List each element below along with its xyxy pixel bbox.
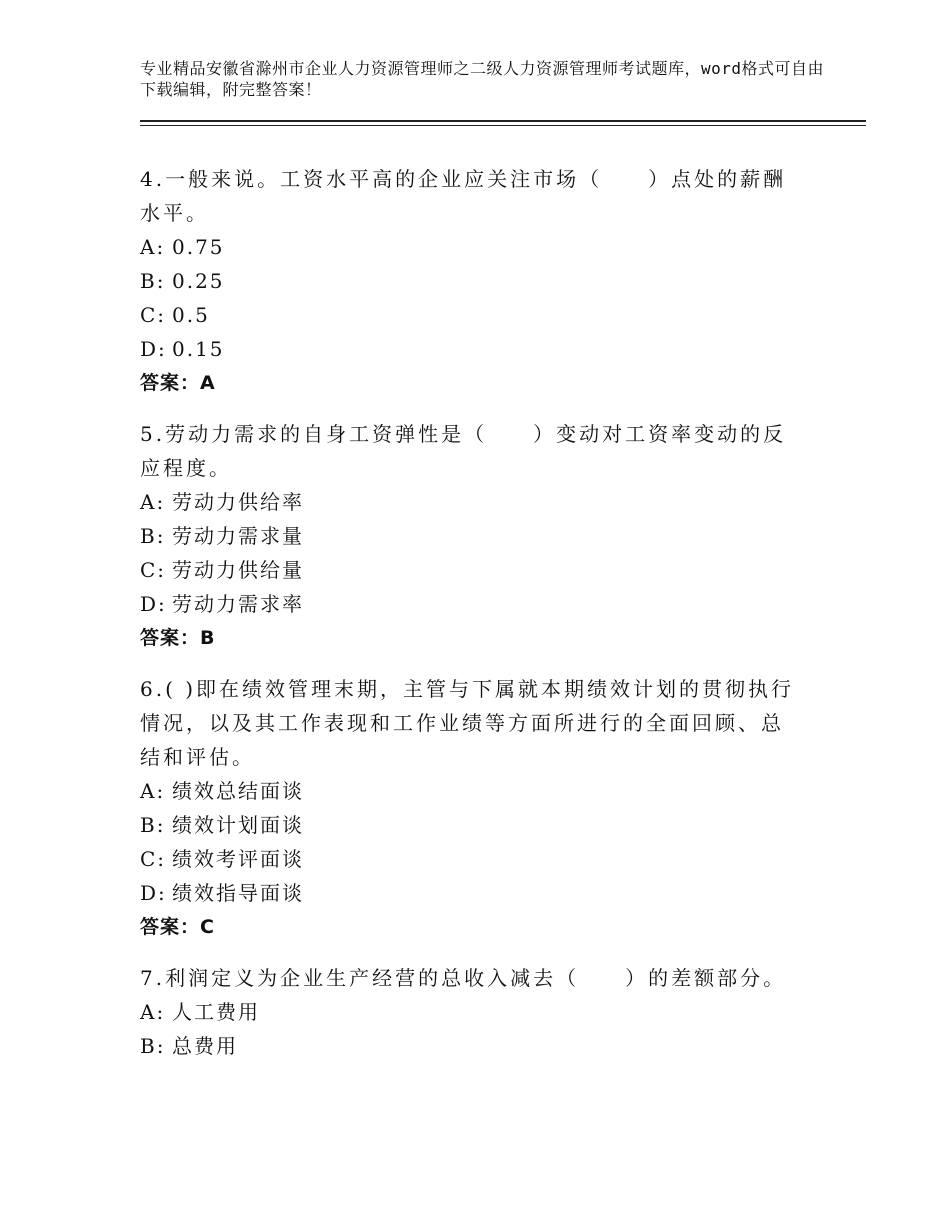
option-b — [140, 519, 820, 553]
option-text: 绩效计划面谈 — [172, 813, 304, 837]
question-4 — [140, 162, 820, 400]
answer-line: 答案：C — [140, 916, 215, 938]
option-text: 人工费用 — [172, 1000, 260, 1024]
option-key: A: — [140, 235, 166, 259]
option-text: 0.25 — [172, 269, 225, 293]
option-key: A: — [140, 779, 166, 803]
option-text: 劳动力需求率 — [172, 592, 304, 616]
question-stem: 6.( )即在绩效管理末期，主管与下属就本期绩效计划的贯彻执行情况，以及其工作表现和工作业绩等方面所进行的全面回顾、总结和评估。 — [140, 677, 795, 769]
answer-line: 答案：B — [140, 627, 216, 649]
option-text: 0.15 — [172, 337, 225, 361]
header-divider-thin — [140, 125, 866, 126]
option-a — [140, 774, 820, 808]
option-text: 绩效总结面谈 — [172, 779, 304, 803]
question-stem: 4.一般来说。工资水平高的企业应关注市场（ ）点处的薪酬水平。 — [140, 167, 787, 225]
option-d — [140, 587, 820, 621]
option-b — [140, 808, 820, 842]
option-c — [140, 553, 820, 587]
question-5 — [140, 417, 820, 655]
option-text: 绩效指导面谈 — [172, 881, 304, 905]
option-key: B: — [140, 524, 166, 548]
option-text: 绩效考评面谈 — [172, 847, 304, 871]
option-b — [140, 264, 820, 298]
option-key: A: — [140, 1000, 166, 1024]
question-stem: 7.利润定义为企业生产经营的总收入减去（ ）的差额部分。 — [140, 966, 787, 990]
option-a — [140, 485, 820, 519]
option-text: 0.75 — [172, 235, 225, 259]
option-key: A: — [140, 490, 166, 514]
question-stem: 5.劳动力需求的自身工资弹性是（ ）变动对工资率变动的反应程度。 — [140, 422, 787, 480]
option-key: C: — [140, 847, 167, 871]
option-text: 劳动力需求量 — [172, 524, 304, 548]
option-text: 0.5 — [172, 303, 210, 327]
option-a — [140, 230, 820, 264]
header-divider-thick — [140, 120, 866, 122]
option-text: 总费用 — [172, 1034, 238, 1058]
option-c — [140, 298, 820, 332]
document-header: 专业精品安徽省滁州市企业人力资源管理师之二级人力资源管理师考试题库，word格式可自由下载编辑，附完整答案！ — [140, 59, 825, 99]
option-d — [140, 332, 820, 366]
option-key: B: — [140, 813, 166, 837]
option-text: 劳动力供给量 — [172, 558, 304, 582]
option-text: 劳动力供给率 — [172, 490, 304, 514]
option-key: B: — [140, 269, 166, 293]
option-key: D: — [140, 881, 167, 905]
question-6 — [140, 672, 820, 944]
option-key: D: — [140, 337, 167, 361]
option-key: B: — [140, 1034, 166, 1058]
answer-line: 答案：A — [140, 372, 216, 394]
option-key: C: — [140, 303, 167, 327]
option-key: C: — [140, 558, 167, 582]
option-a — [140, 995, 820, 1029]
option-key: D: — [140, 592, 167, 616]
option-b — [140, 1029, 820, 1063]
question-7 — [140, 961, 820, 1063]
question-list — [140, 162, 820, 1080]
option-d — [140, 876, 820, 910]
option-c — [140, 842, 820, 876]
